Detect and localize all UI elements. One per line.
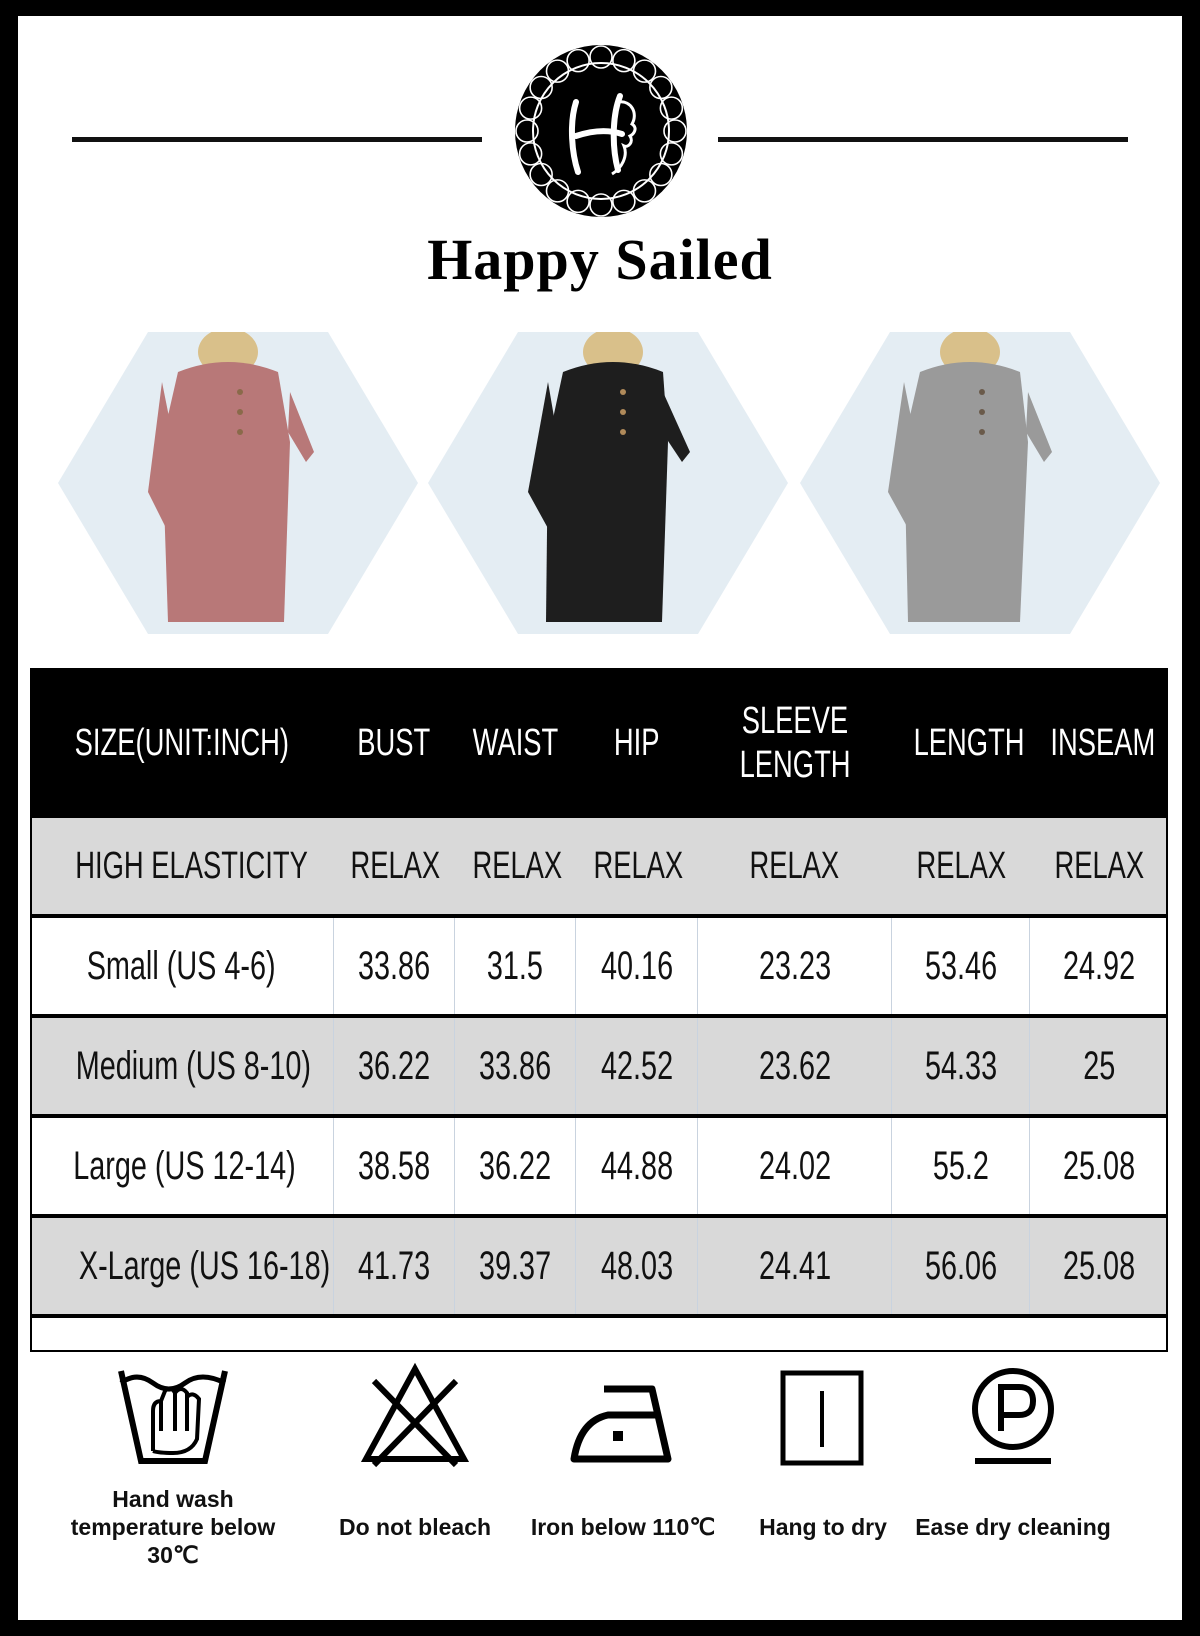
care-hand-wash-label-line2: temperature below 30℃ bbox=[70, 1514, 276, 1568]
header-rule-left bbox=[72, 137, 482, 142]
care-iron-low bbox=[508, 1361, 738, 1541]
header-inseam: INSEAM bbox=[1030, 668, 1168, 818]
product-photo-black bbox=[428, 332, 788, 634]
care-no-bleach bbox=[300, 1361, 530, 1541]
care-dry-clean-label: Ease dry cleaning bbox=[915, 1514, 1111, 1540]
header-rule-right bbox=[718, 137, 1128, 142]
product-photo-pink bbox=[58, 332, 418, 634]
brand-logo-icon bbox=[514, 44, 688, 218]
table-row: X-Large (US 16-18) 41.73 39.37 48.03 24.41 56.06 25.08 bbox=[30, 1216, 1168, 1316]
table-row: Large (US 12-14) 38.58 36.22 44.88 24.02 55.2 25.08 bbox=[30, 1116, 1168, 1216]
header-hip: HIP bbox=[576, 668, 697, 818]
product-photos bbox=[58, 332, 1178, 634]
header-waist: WAIST bbox=[455, 668, 576, 818]
hang-dry-icon bbox=[773, 1361, 873, 1471]
product-photo-gray bbox=[800, 332, 1160, 634]
care-hand-wash-label-line1: Hand wash bbox=[112, 1486, 234, 1512]
table-row: Small (US 4-6) 33.86 31.5 40.16 23.23 53.46 24.92 bbox=[30, 916, 1168, 1016]
elasticity-row: HIGH ELASTICITY RELAX RELAX RELAX RELAX RELAX RELAX bbox=[30, 818, 1168, 916]
brand-name: Happy Sailed bbox=[427, 227, 773, 292]
header-size: SIZE(UNIT:INCH) bbox=[30, 668, 333, 818]
no-bleach-icon bbox=[360, 1361, 470, 1471]
header-length: LENGTH bbox=[892, 668, 1030, 818]
hand-wash-icon bbox=[113, 1361, 233, 1471]
header-bust: BUST bbox=[333, 668, 454, 818]
care-hand-wash bbox=[58, 1361, 288, 1569]
dry-clean-p-icon bbox=[963, 1361, 1063, 1471]
size-chart-table bbox=[30, 668, 1168, 1318]
size-chart-page bbox=[18, 16, 1182, 1620]
header-sleeve-length: SLEEVE LENGTH bbox=[697, 668, 892, 818]
care-no-bleach-label: Do not bleach bbox=[338, 1514, 492, 1540]
care-hang-dry-label: Hang to dry bbox=[759, 1514, 887, 1540]
table-row: Medium (US 8-10) 36.22 33.86 42.52 23.62 54.33 25 bbox=[30, 1016, 1168, 1116]
care-dry-clean bbox=[898, 1361, 1128, 1541]
iron-low-icon bbox=[568, 1361, 678, 1471]
care-iron-low-label: Iron below 110℃ bbox=[530, 1514, 716, 1540]
